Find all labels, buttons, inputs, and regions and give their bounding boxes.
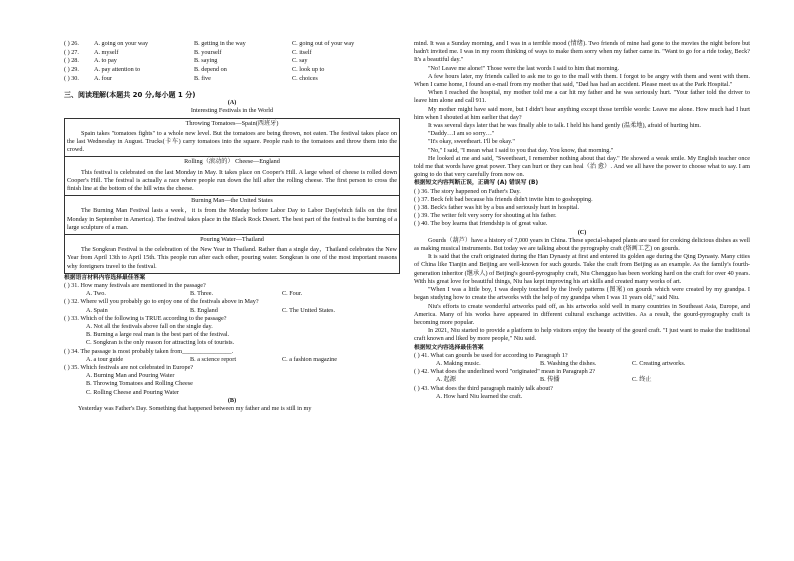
answer-option: A. Burning Man and Pouring Water — [86, 372, 175, 380]
cloze-option-row: ( ) 26. A. going on your way B. getting in the way C. going out of your way — [64, 40, 355, 48]
festival-text: Spain takes "tomatoes fights" to a whole new level. But the tomatoes are being thrown, not eaten. The festival takes place on the last Wednesday in August. Trucks(卡车) carry tomatoes into the square. People rush to the tomatoes and throw them into the crowd. — [67, 129, 397, 154]
question: ( ) 32. Where will you probably go to enjoy one of the festivals above in May? — [64, 298, 259, 306]
passage-paragraph: It was several days later that he was finally able to talk. I held his hand gently (温柔地), afraid of hurting him. — [428, 122, 701, 130]
left-column — [64, 40, 400, 413]
answer-options: A. 起源 B. 传播 C. 终止 — [436, 376, 652, 384]
answer-option: C. Songkran is the only reason for attracting lots of tourists. — [86, 339, 235, 347]
answer-option: C. Rolling Cheese and Pouring Water — [86, 388, 179, 396]
festival-name: Rolling（滚动的） Cheese—England — [184, 158, 280, 166]
passage-paragraph: "No! Leave me alone!" Those were the last words I said to him that morning. — [428, 64, 620, 72]
cloze-option-row: ( ) 30. A. four B. five C. choices — [64, 74, 318, 82]
festival-cell — [65, 119, 399, 157]
statement: ( ) 37. Beck felt bad because his friends didn't invite him to goshopping. — [414, 195, 593, 203]
passage-paragraph: When I reached the hospital, my mother told me a car hit my father and he was seriously hurt. "Your father told the driver to leave him alone and call 911. — [414, 89, 750, 105]
festival-name: Burning Man—the United States — [191, 197, 273, 205]
cloze-option-row: ( ) 27. A. myself B. yourself C. itself — [64, 48, 312, 56]
statement: ( ) 40. The boy learns that friendship is of great value. — [414, 220, 548, 228]
question: ( ) 31. How many festivals are mentioned in the passage? — [64, 282, 206, 290]
question: ( ) 34. The passage is most probably taken from________________. — [64, 347, 234, 355]
passage-paragraph: "When I was a little boy, I was deeply touched by the lively patterns (图案) on gourds which were created by my grandpa. I began studying how to create the artworks with the help of my grandpa when I was 11 years old," said Niu. — [414, 286, 750, 302]
passage-b-first-line: Yesterday was Father's Day. Something that happened between my father and me is still in my — [78, 405, 312, 413]
answer-option: A. Not all the festivals above fall on the single day. — [86, 323, 213, 331]
passage-paragraph: Gourds（葫芦）have a history of 7,000 years in China. These special-shaped plants are used for cooking delicious dishes as well as making musical instruments. But today we are talking about the pyrography craft (烙画工艺) on gourds. — [414, 236, 750, 253]
answer-option: A. How hard Niu learned the craft. — [436, 392, 523, 400]
question: ( ) 42. What does the underlined word "originated" mean in Paragraph 2? — [414, 368, 596, 376]
festival-name: Pouring Water—Thailand — [200, 236, 264, 244]
question: ( ) 33. Which of the following is TRUE according to the passage? — [64, 314, 227, 322]
question: ( ) 43. What does the third paragraph mainly talk about? — [414, 384, 553, 392]
cloze-option-row: ( ) 28. A. to pay B. saying C. say — [64, 57, 308, 65]
statement: ( ) 39. The writer felt very sorry for shouting at his father. — [414, 212, 557, 220]
passage-paragraph: "It's okay, sweetheart. I'll be okay." — [428, 138, 515, 146]
passage-paragraph: mind. It was a Sunday morning, and I was in a terrible mood (情绪). Two friends of mine had gone to the movies the night before but hadn't invited me. I was in my room thinking of ways to make them sorry when my father came in. "Want to go for a ride today, Beck? It's a beautiful day." — [414, 40, 750, 64]
instruction: 根据语言材料内容选择最佳答案 — [64, 274, 146, 281]
passage-paragraph: In 2021, Niu started to provide a platform to help visitors enjoy the beauty of the gourd craft. "I just want to make the traditional craft known and liked by more people," Niu said. — [414, 327, 750, 343]
passage-paragraph: It is said that the craft originated during the Han Dynasty at first and entered its golden age during the Qing Dynasty. Many cities of China like Tianjin and Beijing are well-known for such gourds. Take the craft from Beijing as an example. As the family's fourth-generation inheritor (继承人) of Beijing's gourd-pyrography craft, Niu Chengguo has been working hard on the craft for over 40 years. With his great love for beautiful things, Niu has kept improving his art skills and created many works of art. — [414, 253, 750, 285]
festival-table — [64, 118, 400, 274]
answer-options: A. Spain B. England C. The United States. — [86, 306, 335, 314]
right-column — [414, 40, 750, 401]
festival-cell — [65, 195, 399, 234]
passage-paragraph: "Daddy…I am so sorry…" — [428, 130, 495, 138]
passage-a-title: Interesting Festivals in the World — [190, 107, 274, 115]
passage-paragraph: "No," I said, "I mean what I said to you that day. You know, that morning." — [428, 146, 614, 154]
passage-c-label: (C) — [577, 228, 587, 236]
festival-cell — [65, 156, 399, 195]
passage-paragraph: He looked at me and said, "Sweetheart, I remember nothing about that day." He showed a weak smile. My English teacher once told me that words have great power. They can hurt or they can heal（治 愈）. And we all have the power to choose what to say. I am going to do that very carefully from now on. — [414, 154, 750, 179]
festival-text: The Burning Man Festival lasts a week，it is from the Monday before Labor Day to Labor Day(which falls on the first Monday in September in America). The festival takes place in the Black Rock Desert. The best part of the festival is the burning of a large sculpture of a man. — [67, 207, 397, 231]
festival-text: The Songkran Festival is the celebration of the New Year in Thailand. Rather than a single day，Thailand celebrates the New Year from April 13th to April 15th. This people run after each other, pouring water. Songkran is one of the most important reasons why foreigners travel to the festival. — [67, 246, 397, 270]
festival-text: This festival is celebrated on the last Monday in May. It takes place on Cooper's Hill. A large wheel of cheese is rolled down Cooper's Hill. The festival is actually a race where people run down the hill after the rolling cheese. The first person to cross the finish line at the bottom of the hill wins the cheese. — [67, 168, 397, 192]
answer-option: B. Throwing Tomatoes and Rolling Cheese — [86, 380, 193, 388]
festival-name: Throwing Tomatoes—Spain(西班牙) — [185, 119, 279, 127]
passage-paragraph: My mother might have said more, but I didn't hear anything except those terrible words: Leave me alone. How much had I hurt him when I shouted at him earlier that day? — [414, 105, 750, 121]
passage-paragraph: Niu's efforts to create wonderful artworks paid off, as his artworks sold well in many countries in Southeast Asia, Europe, and America. Many of his works have appeared in different cultural exchange activities. As a result, the gourd-pyrography craft is becoming more popular. — [414, 302, 750, 326]
statement: ( ) 36. The story happened on Father's Day. — [414, 187, 521, 195]
section-title: 三、阅读理解(本题共 20 分,每小题 1 分) — [64, 90, 196, 99]
question: ( ) 35. Which festivals are not celebrated in Europe? — [64, 364, 194, 372]
answer-options: A. Making music. B. Washing the dishes. C. Creating artworks. — [436, 359, 686, 367]
instruction: 根据短文内容选择最佳答案 — [414, 344, 484, 351]
festival-cell — [65, 234, 399, 273]
instruction: 根据短文内容判断正误，正确写 (A) 错误写 (B) — [414, 180, 539, 187]
statement: ( ) 38. Beck's father was hit by a bus and seriously hurt in hospital. — [414, 204, 580, 212]
answer-options: A. Two. B. Three. C. Four. — [86, 290, 303, 298]
answer-option: B. Burning a large real man is the best part of the festival. — [86, 331, 230, 339]
passage-b-label: (B) — [227, 396, 237, 404]
answer-options: A. a tour guide B. a science report C. a fashion magazine — [86, 355, 337, 363]
passage-a-label: (A) — [227, 99, 237, 107]
cloze-options — [64, 40, 400, 83]
cloze-option-row: ( ) 29. A. pay attention to B. depend on C. look up to — [64, 65, 325, 73]
question: ( ) 41. What can gourds be used for according to Paragraph 1? — [414, 351, 568, 359]
passage-paragraph: A few hours later, my friends called to ask me to go to the mall with them. I forgot to be angry with them and went with them. When I came home, I found an e-mail from my mother that said, "Dad has had an accident. Please meet us at the Park Hospital." — [414, 72, 750, 89]
